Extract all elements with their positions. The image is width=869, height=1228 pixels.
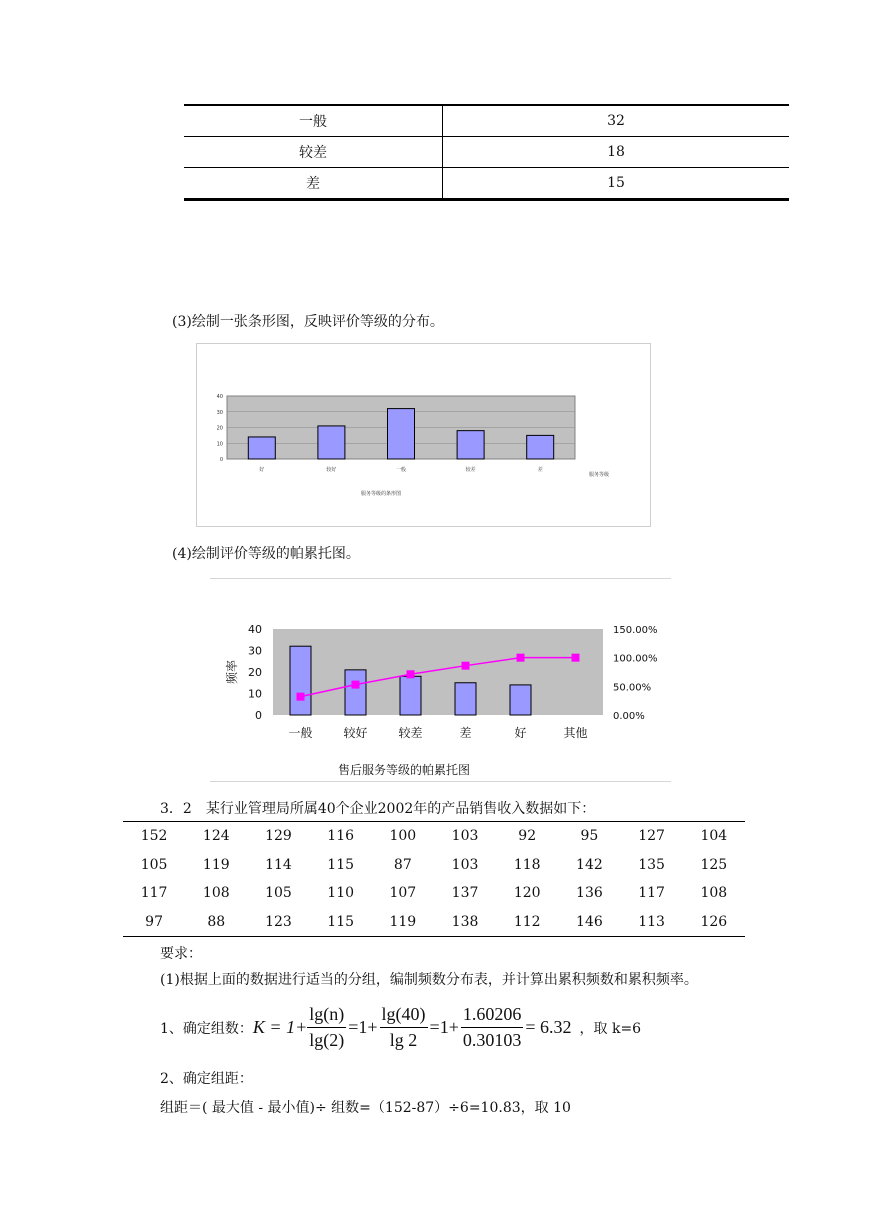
fraction-2	[380, 1004, 428, 1051]
bar-chart-frame	[196, 343, 651, 527]
bar	[457, 431, 484, 459]
x-tick-label: 差	[459, 726, 472, 740]
y-tick-label: 30	[216, 409, 223, 416]
cumulative-marker	[407, 670, 415, 678]
step2-text: 组距＝( 最大值 - 最小值)÷ 组数=（152-87）÷6=10.83，取 10	[160, 1100, 571, 1116]
table-cell: 116	[310, 822, 372, 851]
table-cell: 108	[202, 885, 230, 902]
bar	[290, 646, 311, 715]
formula-result: = 6.32	[525, 1017, 572, 1037]
grade-cell: 较差	[184, 137, 443, 168]
table-cell: 118	[513, 856, 541, 873]
table-cell: 119	[202, 856, 230, 873]
sales-data-table	[123, 821, 745, 937]
bar	[248, 437, 275, 459]
bar	[455, 683, 476, 715]
table-cell: 110	[327, 885, 355, 902]
y-tick-label: 0	[255, 709, 262, 722]
table-cell: 124	[185, 822, 247, 851]
y-tick-label: 20	[216, 425, 223, 432]
bar	[527, 435, 554, 459]
x-axis-label: 服务等级	[588, 472, 610, 478]
q3-text: (3)绘制一张条形图，反映评价等级的分布。	[172, 314, 444, 330]
table-row	[184, 105, 789, 137]
x-tick-label: 差	[537, 467, 543, 473]
y2-tick-label: 100.00%	[613, 653, 658, 665]
bar	[318, 426, 345, 459]
pareto-chart-frame	[210, 578, 671, 782]
y2-tick-label: 0.00%	[613, 711, 645, 722]
requirement-label: 要求：	[160, 946, 202, 962]
formula-mid-2: =1+	[429, 1017, 459, 1037]
fraction-3	[461, 1004, 524, 1051]
formula-lhs: K = 1+	[252, 1017, 308, 1037]
table-cell: 129	[247, 822, 309, 851]
plot-area	[273, 629, 603, 715]
table-cell: 95	[558, 822, 620, 851]
table-cell: 137	[451, 885, 479, 902]
y-tick-label: 10	[248, 687, 262, 701]
table-cell: 113	[621, 908, 683, 937]
cumulative-marker	[352, 681, 360, 689]
y-tick-label: 0	[219, 457, 223, 463]
table-cell: 126	[683, 908, 745, 937]
y-tick-label: 40	[248, 623, 262, 636]
table-cell: 138	[434, 908, 496, 937]
grade-cell: 差	[184, 168, 443, 200]
count-cell: 32	[443, 105, 790, 137]
table-cell: 127	[621, 822, 683, 851]
x-tick-label: 较好	[343, 726, 368, 740]
y2-tick-label: 50.00%	[613, 682, 652, 694]
x-tick-label: 较好	[326, 467, 337, 473]
y-tick-label: 20	[248, 666, 262, 679]
table-cell: 105	[265, 885, 292, 902]
formula-tail: ，取 k=6	[579, 1020, 642, 1037]
table-cell: 104	[683, 822, 745, 851]
table-cell: 135	[638, 856, 665, 873]
x-tick-label: 一般	[288, 726, 313, 740]
y-axis-label: 频率	[225, 659, 239, 685]
grade-cell: 一般	[184, 105, 443, 137]
x-tick-label: 较差	[398, 726, 423, 740]
table-row	[184, 168, 789, 200]
fraction-3-num: 1.60206	[461, 1004, 524, 1028]
table-cell: 119	[372, 908, 434, 937]
step2-label: 2、确定组距：	[160, 1071, 253, 1087]
table-cell: 97	[123, 908, 185, 937]
fraction-2-den: lg 2	[389, 1030, 418, 1050]
y-tick-label: 30	[248, 644, 262, 658]
x-tick-label: 一般	[395, 467, 407, 473]
chart-title: 售后服务等级的帕累托图	[337, 763, 471, 777]
section-heading: 3．2 某行业管理局所属40个企业2002年的产品销售收入数据如下：	[160, 801, 596, 817]
table-cell: 146	[558, 908, 620, 937]
x-tick-label: 好	[514, 726, 527, 740]
bar-chart	[197, 344, 650, 526]
table-cell: 114	[265, 856, 292, 873]
cumulative-marker	[572, 654, 580, 662]
pareto-chart	[210, 579, 671, 781]
table-cell: 105	[140, 856, 168, 873]
x-tick-label: 好	[259, 467, 265, 473]
table-row	[123, 879, 745, 908]
table-cell: 120	[513, 885, 541, 902]
table-cell: 103	[451, 856, 479, 873]
cumulative-marker	[517, 654, 525, 662]
count-cell: 15	[443, 168, 790, 200]
y-tick-label: 10	[216, 441, 223, 448]
requirement-1: (1)根据上面的数据进行适当的分组，编制频数分布表，并计算出累积频数和累积频率。	[160, 972, 698, 988]
table-cell: 123	[247, 908, 309, 937]
chart-title: 服务等级的条形图	[360, 491, 402, 497]
table-row	[123, 822, 745, 851]
table-row	[123, 851, 745, 880]
bar	[345, 670, 366, 715]
table-cell: 108	[700, 885, 728, 902]
fraction-3-den: 0.30103	[462, 1030, 522, 1050]
fraction-2-num: lg(40)	[380, 1004, 428, 1028]
fraction-1-num: lg(n)	[307, 1004, 346, 1028]
cumulative-marker	[462, 662, 470, 670]
table-cell: 115	[310, 908, 372, 937]
group-count-formula	[160, 1004, 641, 1051]
count-cell: 18	[443, 137, 790, 168]
table-cell: 115	[327, 856, 355, 873]
table-cell: 152	[123, 822, 185, 851]
table-cell: 107	[389, 885, 417, 902]
formula-mid-1: =1+	[348, 1017, 378, 1037]
x-tick-label: 其他	[563, 726, 588, 740]
bar	[388, 409, 415, 459]
table-cell: 87	[393, 856, 412, 873]
table-cell: 125	[700, 856, 728, 873]
fraction-1	[307, 1004, 346, 1051]
table-cell: 112	[496, 908, 558, 937]
bar	[400, 676, 421, 715]
y2-tick-label: 150.00%	[613, 625, 658, 636]
bar	[510, 685, 531, 715]
table-cell: 117	[638, 885, 665, 902]
x-tick-label: 较差	[465, 467, 476, 473]
table-row	[123, 908, 745, 937]
fraction-1-den: lg(2)	[309, 1030, 345, 1050]
table-row	[184, 137, 789, 168]
step1-label: 1、确定组数：	[160, 1020, 253, 1037]
table-cell: 142	[576, 856, 603, 873]
rating-table	[184, 104, 789, 201]
y-tick-label: 40	[216, 394, 223, 400]
table-cell: 117	[140, 885, 168, 902]
table-cell: 88	[185, 908, 247, 937]
q4-text: (4)绘制评价等级的帕累托图。	[172, 546, 360, 562]
table-cell: 92	[496, 822, 558, 851]
table-cell: 136	[576, 885, 603, 902]
table-cell: 103	[434, 822, 496, 851]
cumulative-marker	[297, 693, 305, 701]
table-cell: 100	[372, 822, 434, 851]
